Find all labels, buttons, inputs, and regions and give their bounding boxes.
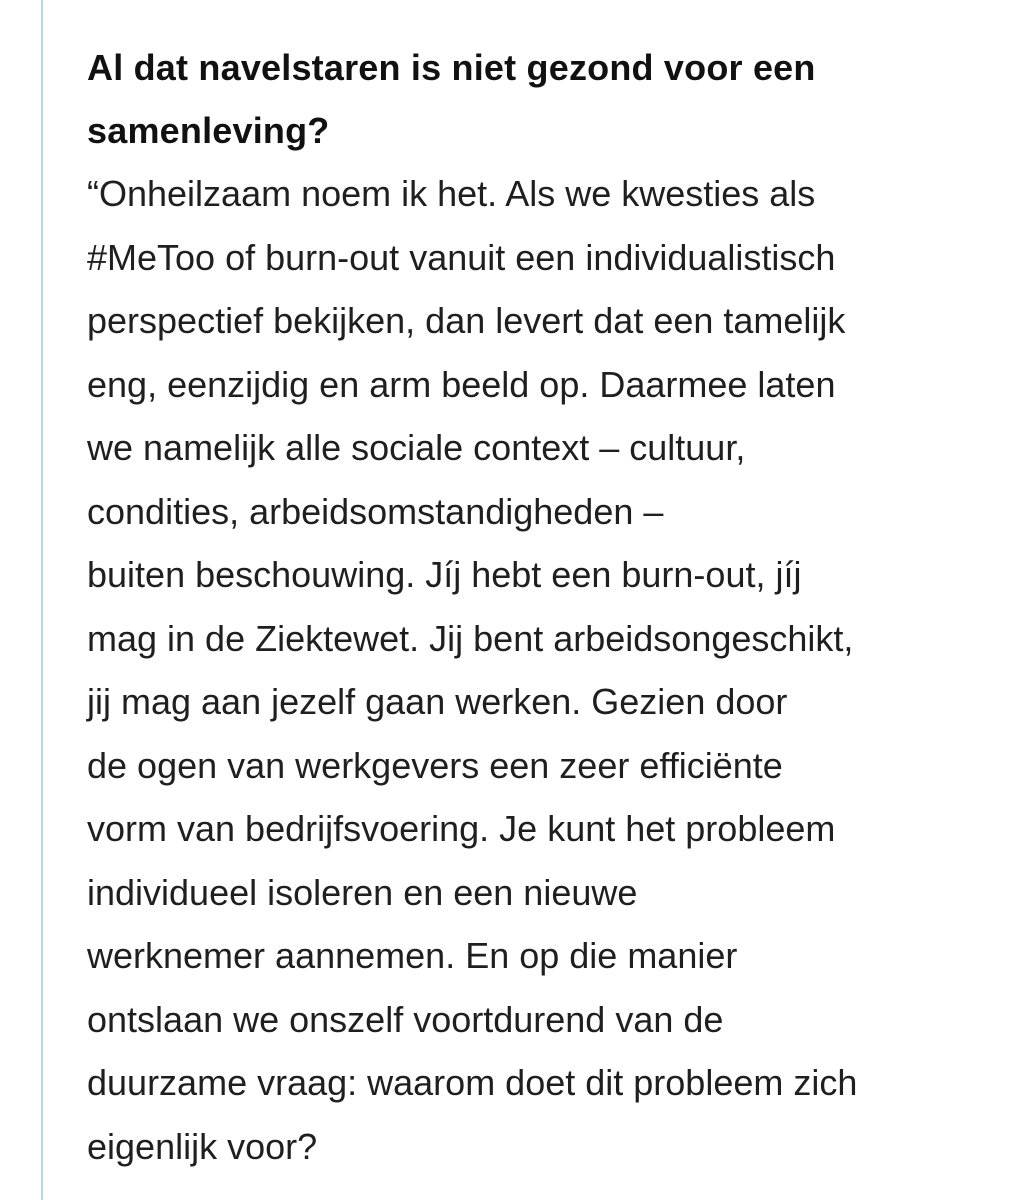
answer-line: #MeToo of burn-out vanuit een individualistisch	[87, 236, 836, 278]
article-body	[87, 36, 987, 1178]
answer-line: perspectief bekijken, dan levert dat een tamelijk	[87, 300, 846, 341]
answer-line: we namelijk alle sociale context – cultuur,	[87, 427, 746, 468]
answer-line: eng, eenzijdig en arm beeld op. Daarmee laten	[87, 363, 836, 405]
answer-line: mag in de Ziektewet. Jij bent arbeidsongeschikt,	[87, 617, 854, 659]
interview-answer	[87, 162, 987, 1178]
quote-left-rule	[41, 0, 43, 1200]
answer-line: jij mag aan jezelf gaan werken. Gezien door	[87, 681, 788, 722]
answer-line: eigenlijk voor?	[87, 1125, 318, 1167]
answer-line: individueel isoleren en een nieuwe	[87, 871, 638, 913]
answer-line: vorm van bedrijfsvoering. Je kunt het probleem	[87, 808, 836, 849]
answer-line: de ogen van werkgevers een zeer efficiënte	[87, 744, 783, 786]
answer-line: “Onheilzaam noem ik het. Als we kwesties als	[87, 173, 816, 214]
answer-line: condities, arbeidsomstandigheden –	[87, 490, 664, 532]
answer-line: ontslaan we onszelf voortdurend van de	[87, 998, 724, 1040]
question-line: Al dat navelstaren is niet gezond voor een	[87, 47, 816, 88]
question-line: samenleving?	[87, 110, 330, 151]
interview-question	[87, 36, 987, 162]
answer-line: duurzame vraag: waarom doet dit probleem zich	[87, 1062, 858, 1103]
answer-line: buiten beschouwing. Jíj hebt een burn-out, jíj	[87, 554, 802, 595]
answer-line: werknemer aannemen. En op die manier	[87, 935, 738, 976]
